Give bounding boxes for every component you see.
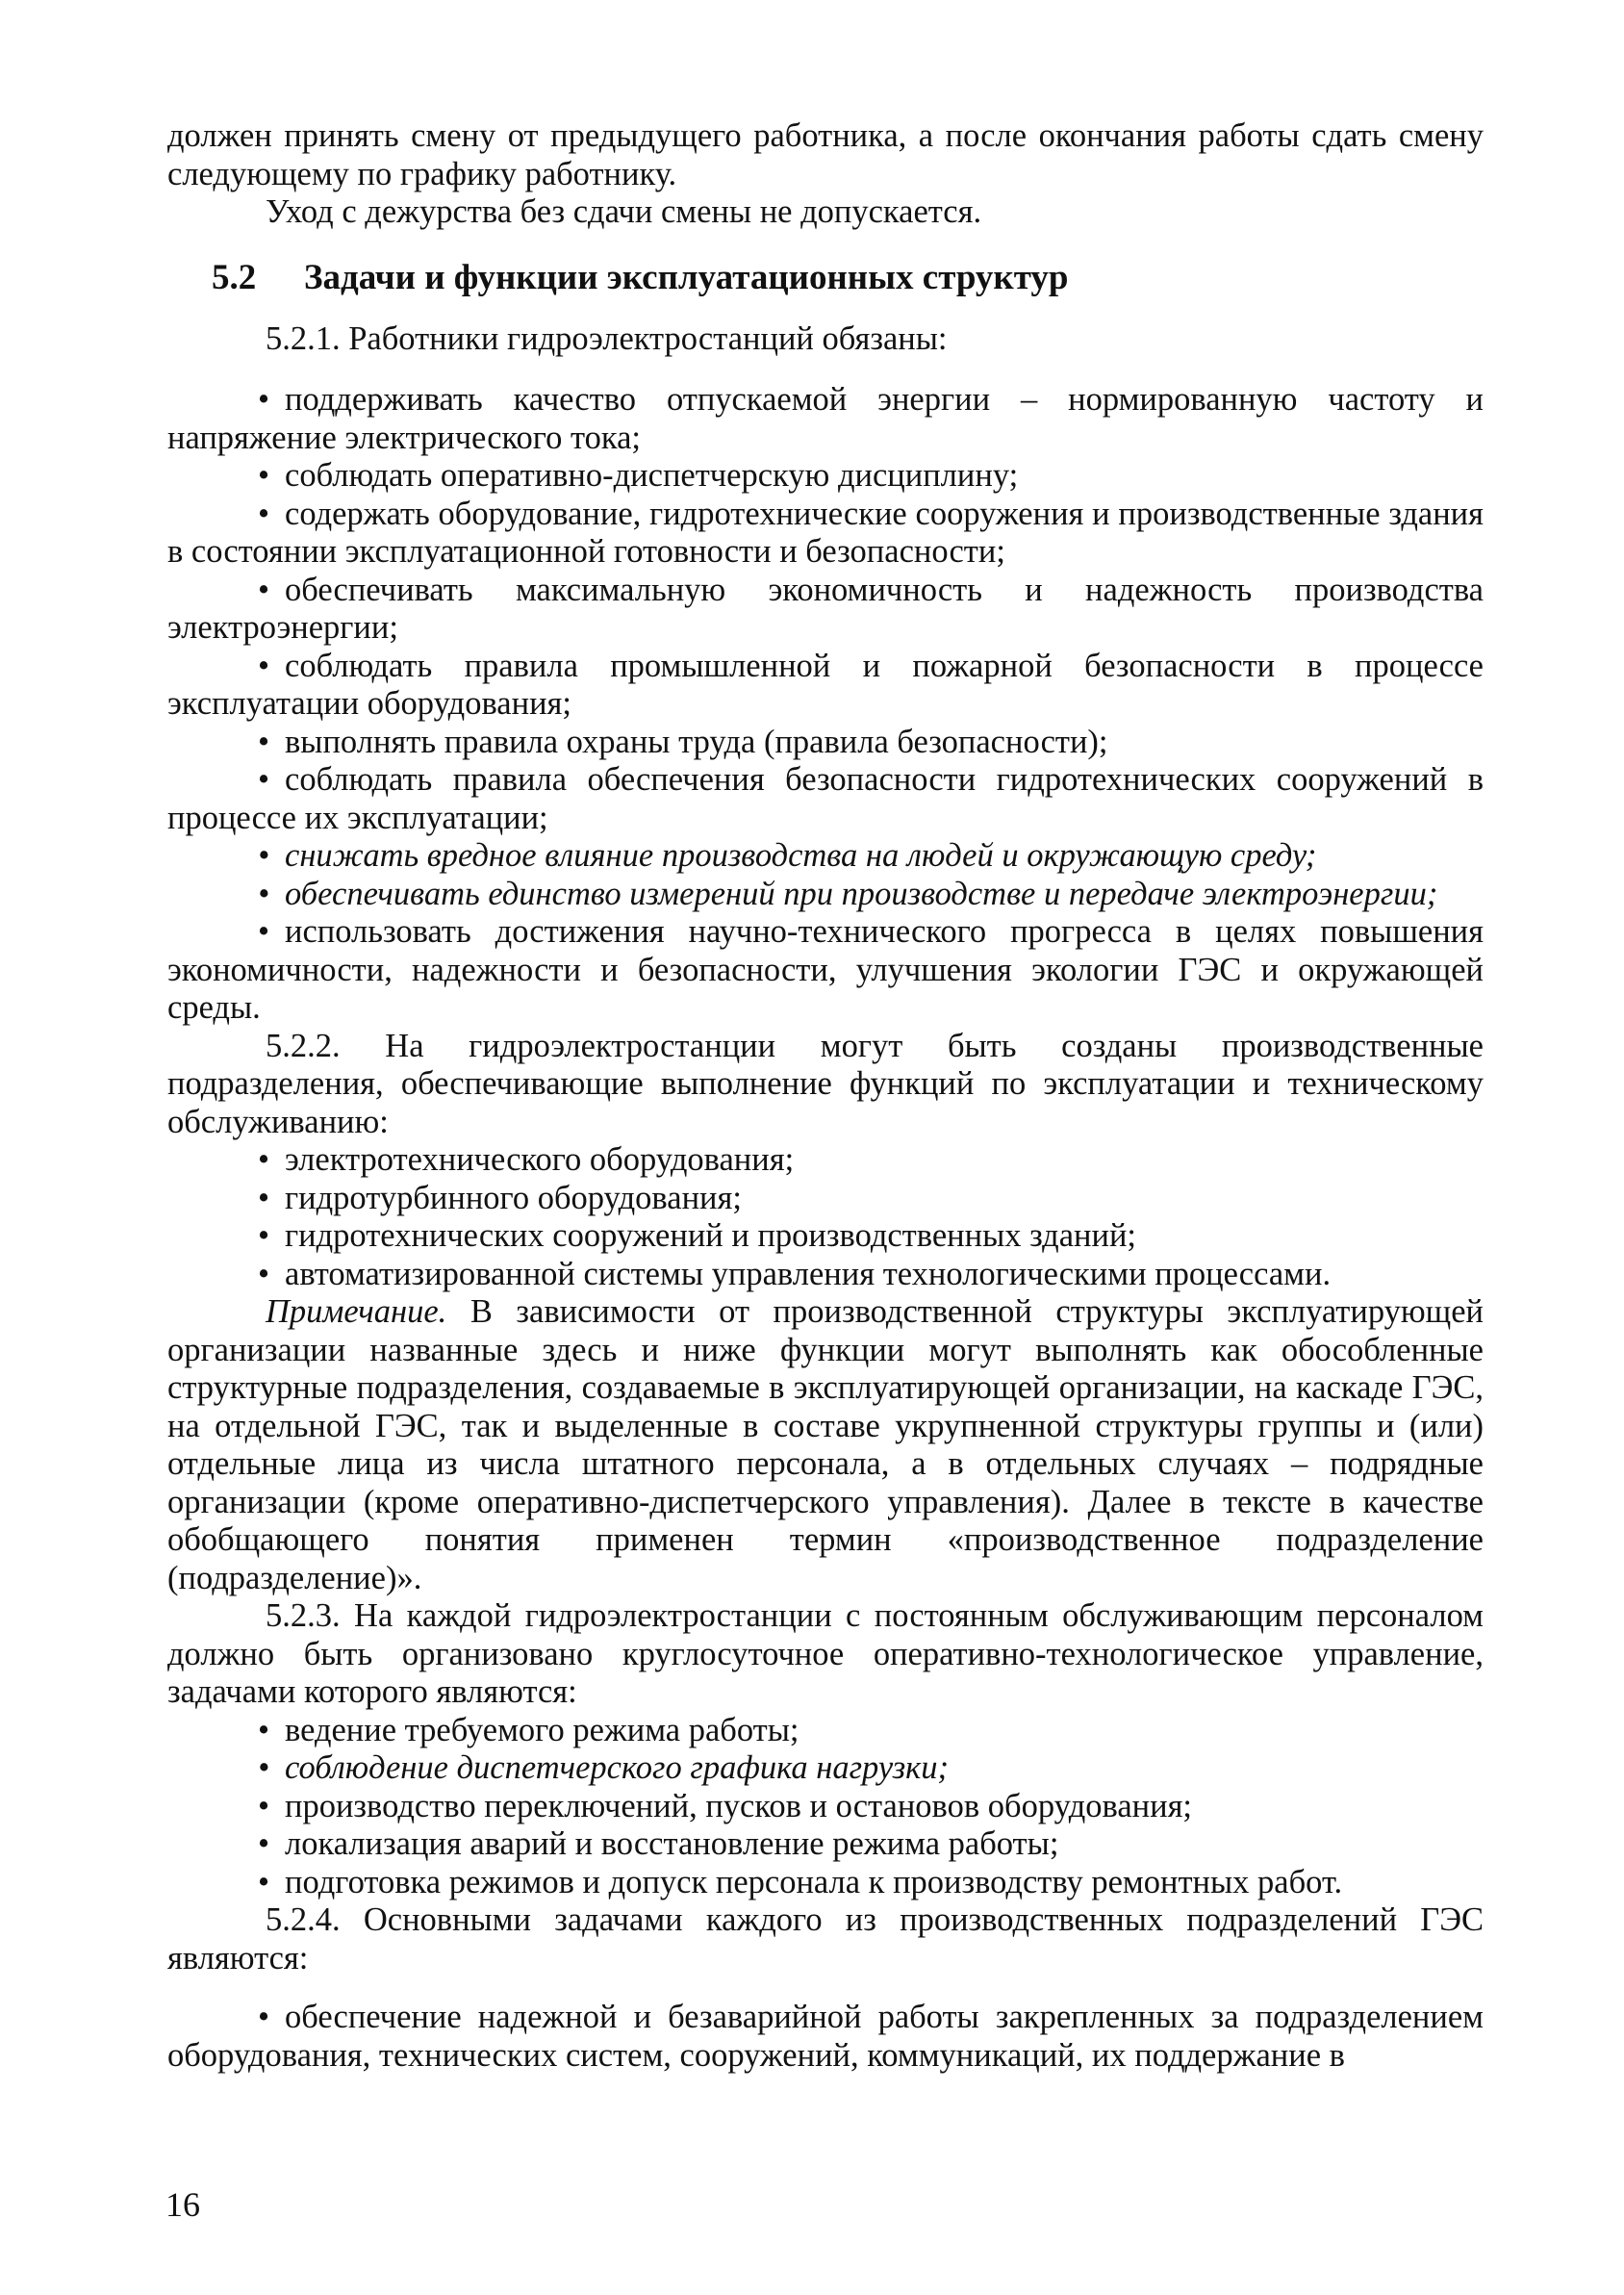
bullet-icon: • — [258, 1141, 270, 1178]
clause-5-2-2-list — [167, 1141, 1484, 1293]
section-title: Задачи и функции эксплуатационных структур — [304, 257, 1069, 297]
clause-5-2-1-list — [167, 381, 1484, 1028]
clause-5-2-1-intro: 5.2.1. Работники гидроэлектростанций обязаны: — [266, 319, 948, 357]
list-item: • ведение требуемого режима работы; — [258, 1711, 799, 1748]
document-page — [167, 117, 1484, 2075]
list-item: • электротехнического оборудования; — [258, 1141, 795, 1178]
section-heading — [212, 257, 1484, 299]
clause-5-2-3-intro: 5.2.3. На каждой гидроэлектростанции с постоянным обслуживающим персоналом должно быть организовано круглосуточное оперативно-технологическое управление, задачами которого являются: — [167, 1597, 1484, 1710]
bullet-icon: • — [258, 1787, 270, 1824]
clause-5-2-4-intro: 5.2.4. Основными задачами каждого из производственных подразделений ГЭС являются: — [167, 1901, 1484, 1976]
list-item: • выполнять правила охраны труда (правила безопасности); — [258, 723, 1108, 760]
clause-5-2-4-list — [167, 1999, 1484, 2075]
section-number: 5.2 — [212, 257, 257, 297]
list-item: • содержать оборудование, гидротехнические сооружения и производственные здания в состоянии эксплуатационной готовности и безопасности; — [167, 495, 1484, 570]
list-item: • гидротехнических сооружений и производственных зданий; — [258, 1217, 1136, 1254]
bullet-icon: • — [258, 571, 270, 608]
no-leave-paragraph: Уход с дежурства без сдачи смены не допускается. — [266, 193, 982, 230]
bullet-icon: • — [258, 1825, 270, 1862]
list-item: • использовать достижения научно-технического прогресса в целях повышения экономичности, надежности и безопасности, улучшения экологии ГЭС и окружающей среды. — [167, 913, 1484, 1026]
bullet-icon: • — [258, 1179, 270, 1216]
list-item: • автоматизированной системы управления технологическими процессами. — [258, 1255, 1332, 1292]
bullet-icon: • — [258, 457, 270, 494]
list-item: • гидротурбинного оборудования; — [258, 1179, 742, 1216]
bullet-icon: • — [258, 1255, 270, 1292]
clause-5-2-3-list — [167, 1712, 1484, 1902]
note-label: Примечание. — [266, 1293, 447, 1330]
bullet-icon: • — [258, 837, 270, 874]
list-item: • соблюдать правила обеспечения безопасности гидротехнических сооружений в процессе их эксплуатации; — [167, 761, 1484, 836]
bullet-icon: • — [258, 1749, 270, 1786]
bullet-icon: • — [258, 1863, 270, 1900]
clause-5-2-2-intro: 5.2.2. На гидроэлектростанции могут быть созданы производственные подразделения, обеспечивающие выполнение функций по эксплуатации и техническому обслуживанию: — [167, 1027, 1484, 1140]
list-item: • соблюдение диспетчерского графика нагрузки; — [258, 1749, 950, 1786]
bullet-icon: • — [258, 647, 270, 684]
bullet-icon: • — [258, 1217, 270, 1254]
list-item: • подготовка режимов и допуск персонала к производству ремонтных работ. — [258, 1863, 1343, 1900]
page-number: 16 — [165, 2185, 200, 2224]
bullet-icon: • — [258, 1711, 270, 1748]
note-paragraph — [167, 1293, 1484, 1597]
list-item: • соблюдать оперативно-диспетчерскую дисциплину; — [258, 457, 1019, 494]
note-text: В зависимости от производственной структуры эксплуатирующей организации названные здесь и ниже функции могут выполнять как обособленные структурные подразделения, создаваемые в эксплуатирующей организации, на каскаде ГЭС, на отдельной ГЭС, так и выделенные в составе укрупненной структуры группы и (или) отдельные лица из числа штатного персонала, а в отдельных случаях – подрядные организации (кроме оперативно-диспетчерского управления). Далее в тексте в качестве обобщающего понятия применен термин «производственное подразделение (подразделение)». — [167, 1293, 1484, 1596]
continuation-paragraph: должен принять смену от предыдущего работника, а после окончания работы сдать смену следующему по графику работнику. — [167, 117, 1484, 192]
bullet-icon: • — [258, 723, 270, 760]
list-item: • обеспечение надежной и безаварийной работы закрепленных за подразделением оборудования, технических систем, сооружений, коммуникаций, их поддержание в — [167, 1999, 1484, 2074]
bullet-icon: • — [258, 761, 270, 798]
list-item: • обеспечивать единство измерений при производстве и передаче электроэнергии; — [258, 875, 1438, 912]
bullet-icon: • — [258, 381, 270, 418]
bullet-icon: • — [258, 1999, 270, 2035]
list-item: • снижать вредное влияние производства на людей и окружающую среду; — [258, 837, 1317, 874]
list-item: • соблюдать правила промышленной и пожарной безопасности в процессе эксплуатации оборудования; — [167, 647, 1484, 722]
bullet-icon: • — [258, 495, 270, 532]
bullet-icon: • — [258, 875, 270, 912]
list-item: • производство переключений, пусков и остановов оборудования; — [258, 1787, 1193, 1824]
list-item: • поддерживать качество отпускаемой энергии – нормированную частоту и напряжение электрического тока; — [167, 381, 1484, 456]
list-item: • обеспечивать максимальную экономичность и надежность производства электроэнергии; — [167, 571, 1484, 646]
bullet-icon: • — [258, 913, 270, 950]
list-item: • локализация аварий и восстановление режима работы; — [258, 1825, 1059, 1862]
